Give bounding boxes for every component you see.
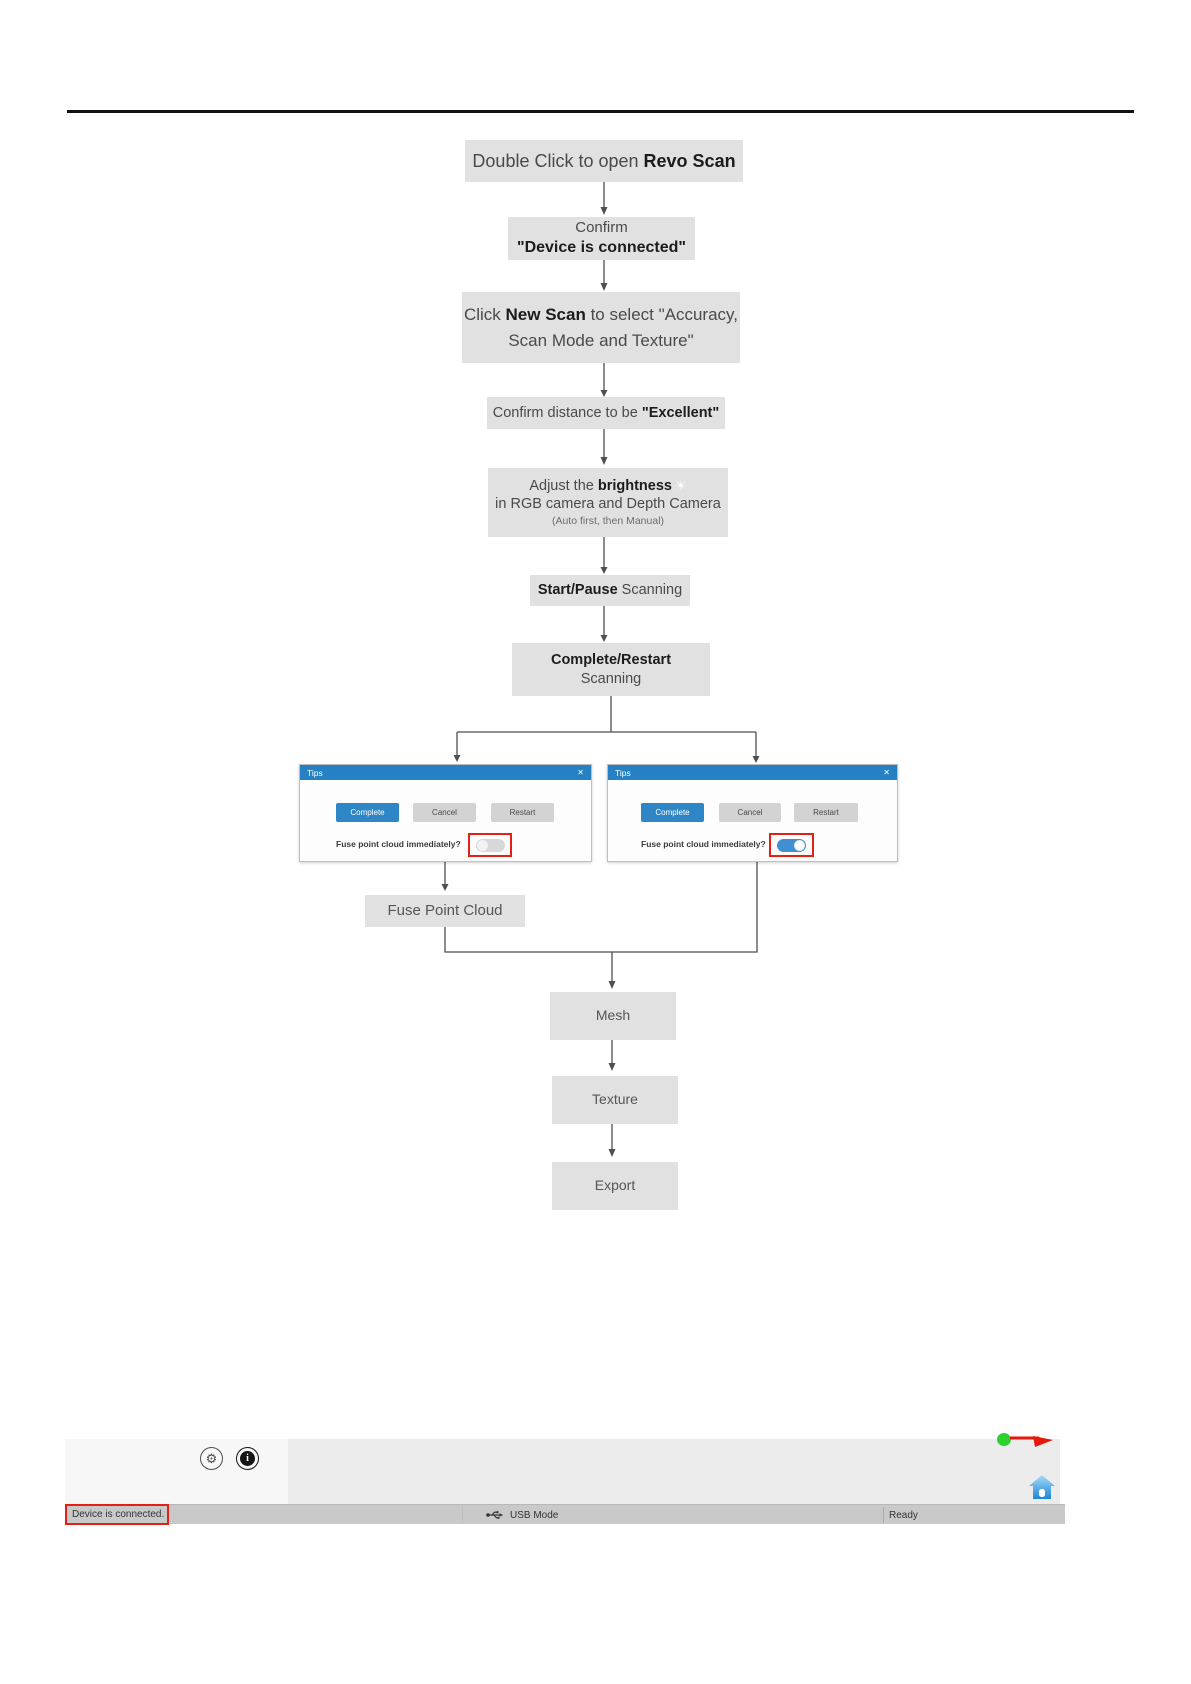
flow-step-complete-restart — [512, 643, 710, 696]
flow-step-text: in RGB camera and Depth Camera — [495, 495, 721, 512]
app-toolbar-panel — [65, 1439, 1060, 1504]
flow-step-text: Scanning — [580, 670, 642, 687]
status-divider — [462, 1507, 463, 1523]
fuse-question-label: Fuse point cloud immediately? — [336, 839, 461, 849]
app-status-bar — [65, 1504, 1065, 1524]
complete-button[interactable]: Complete — [336, 803, 399, 822]
flow-step-export: Export — [552, 1162, 678, 1210]
fuse-toggle-on[interactable] — [777, 839, 806, 852]
flow-step-text: Confirm distance to be "Excellent" — [492, 404, 720, 421]
flow-step-text-bold: Complete/Restart — [550, 652, 672, 669]
fuse-question-label: Fuse point cloud immediately? — [641, 839, 766, 849]
restart-button[interactable]: Restart — [491, 803, 554, 822]
flow-step-text-bold: "Device is connected" — [516, 238, 686, 256]
flow-step-text: Start/Pause Scanning — [537, 582, 683, 599]
complete-button[interactable]: Complete — [641, 803, 704, 822]
info-icon[interactable] — [236, 1447, 259, 1470]
sun-icon: ☀ — [674, 477, 687, 493]
restart-button[interactable]: Restart — [794, 803, 858, 822]
toggle-annotation-box — [769, 833, 814, 857]
flow-step-fuse-point-cloud: Fuse Point Cloud — [365, 895, 525, 927]
usb-mode-group — [486, 1505, 558, 1525]
cancel-button[interactable]: Cancel — [413, 803, 476, 822]
flow-step-new-scan — [462, 292, 740, 363]
flow-step-text: Double Click to open Revo Scan — [472, 150, 736, 171]
flow-step-adjust-brightness — [488, 468, 728, 537]
device-status-annotation — [65, 1504, 169, 1525]
flow-step-mesh: Mesh — [550, 992, 676, 1040]
flow-step-note: (Auto first, then Manual) — [551, 515, 665, 528]
close-icon[interactable]: ✕ — [883, 768, 890, 777]
flow-step-texture: Texture — [552, 1076, 678, 1124]
flow-step-text: Scan Mode and Texture" — [508, 330, 694, 350]
tips-title: Tips — [307, 767, 323, 778]
ready-label: Ready — [889, 1509, 918, 1521]
status-divider — [883, 1507, 884, 1523]
tips-title: Tips — [615, 767, 631, 778]
flow-step-confirm-connected — [508, 217, 695, 260]
usb-icon — [486, 1510, 503, 1520]
settings-gear-icon[interactable] — [200, 1447, 223, 1470]
tips-dialog-toggle-on — [607, 764, 898, 862]
flow-step-open-revo-scan — [465, 140, 743, 182]
cancel-button[interactable]: Cancel — [719, 803, 781, 822]
tips-titlebar — [300, 765, 591, 780]
flow-step-confirm-distance — [487, 397, 725, 429]
home-icon[interactable] — [1028, 1473, 1056, 1501]
flow-step-text: Adjust the brightness ☀ — [529, 477, 687, 494]
info-glyph: i — [240, 1451, 255, 1466]
flow-step-text: Click New Scan to select "Accuracy, — [463, 305, 739, 324]
tips-dialog-toggle-off — [299, 764, 592, 862]
toggle-annotation-box — [468, 833, 512, 857]
gear-glyph: ⚙ — [205, 1450, 218, 1466]
usb-mode-label: USB Mode — [510, 1509, 559, 1521]
close-icon[interactable]: ✕ — [577, 768, 584, 777]
flow-step-text: Confirm — [575, 219, 628, 237]
tips-titlebar — [608, 765, 897, 780]
red-pointer-annotation — [1009, 1434, 1054, 1448]
fuse-toggle-off[interactable] — [476, 839, 505, 852]
device-status-label: Device is connected. — [72, 1509, 165, 1520]
flow-step-start-pause — [530, 575, 690, 606]
